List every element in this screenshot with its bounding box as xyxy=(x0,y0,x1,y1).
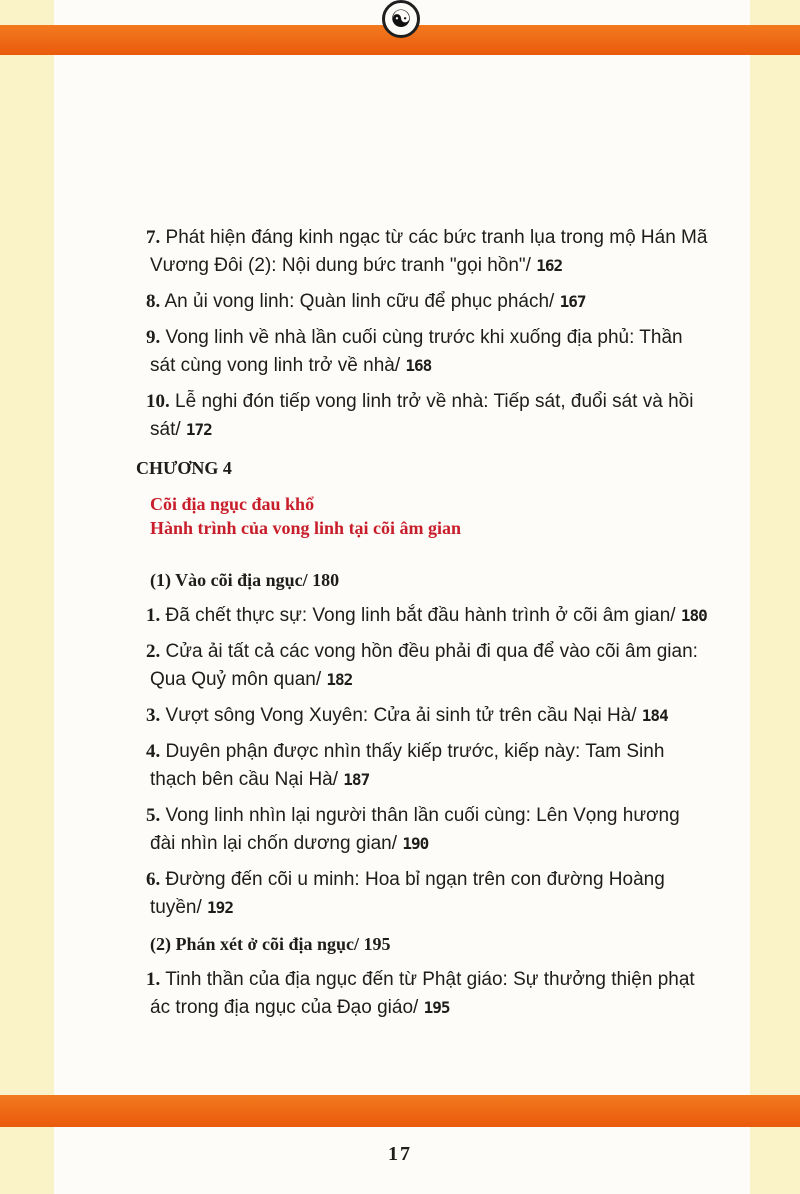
page-number: 17 xyxy=(388,1143,412,1165)
entry-page: 184 xyxy=(641,706,668,725)
entry-text: An ủi vong linh: Quàn linh cữu để phục phách/ xyxy=(164,291,555,312)
entry-number: 5. xyxy=(146,805,161,826)
entry-text: Vong linh về nhà lần cuối cùng trước khi xuống địa phủ: Thần sát cùng vong linh trở về nhà/ xyxy=(150,327,683,376)
entry-number: 2. xyxy=(146,641,161,662)
entry-text: Duyên phận được nhìn thấy kiếp trước, kiếp này: Tam Sinh thạch bên cầu Nại Hà/ xyxy=(150,741,665,790)
section-heading: (1) Vào cõi địa ngục/ 180 xyxy=(150,570,340,590)
entry-page: 187 xyxy=(343,770,370,789)
toc-entry xyxy=(146,702,710,730)
entry-text: Đường đến cõi u minh: Hoa bỉ ngạn trên con đường Hoàng tuyền/ xyxy=(150,869,665,918)
entry-text: Đã chết thực sự: Vong linh bắt đầu hành trình ở cõi âm gian/ xyxy=(165,605,676,626)
entry-text: Lễ nghi đón tiếp vong linh trở về nhà: Tiếp sát, đuổi sát và hồi sát/ xyxy=(150,391,694,440)
toc-section-1 xyxy=(146,566,710,1030)
chapter-title-line-1: Cõi địa ngục đau khổ xyxy=(150,494,315,514)
right-margin-band xyxy=(750,0,800,1194)
toc-entry xyxy=(146,866,710,922)
entry-number: 4. xyxy=(146,741,161,762)
chapter-label: CHƯƠNG 4 xyxy=(136,458,232,478)
bottom-orange-bar xyxy=(0,1095,800,1127)
entry-page: 182 xyxy=(326,670,353,689)
entry-page: 195 xyxy=(423,998,450,1017)
toc-top-block xyxy=(146,224,710,452)
entry-number: 8. xyxy=(146,291,161,312)
chapter-title-line-2: Hành trình của vong linh tại cõi âm gian xyxy=(150,518,462,538)
entry-page: 180 xyxy=(680,606,707,625)
entry-number: 3. xyxy=(146,705,161,726)
toc-entry xyxy=(146,224,710,280)
toc-entry xyxy=(146,288,710,316)
toc-entry xyxy=(146,388,710,444)
toc-entry xyxy=(146,324,710,380)
toc-entry xyxy=(146,738,710,794)
toc-entry xyxy=(146,602,710,630)
entry-number: 7. xyxy=(146,227,161,248)
entry-number: 1. xyxy=(146,969,161,990)
entry-text: Phát hiện đáng kinh ngạc từ các bức tranh lụa trong mộ Hán Mã Vương Đôi (2): Nội dung bức tranh "gọi hồn"/ xyxy=(150,227,708,276)
entry-text: Cửa ải tất cả các vong hồn đều phải đi qua để vào cõi âm gian: Qua Quỷ môn quan/ xyxy=(150,641,698,690)
entry-page: 172 xyxy=(185,420,212,439)
entry-number: 10. xyxy=(146,391,170,412)
left-margin-band xyxy=(0,0,54,1194)
toc-entry xyxy=(146,638,710,694)
entry-text: Vong linh nhìn lại người thân lần cuối cùng: Lên Vọng hương đài nhìn lại chốn dương gian/ xyxy=(150,805,680,854)
entry-page: 167 xyxy=(559,292,586,311)
entry-text: Vượt sông Vong Xuyên: Cửa ải sinh tử trên cầu Nại Hà/ xyxy=(165,705,637,726)
toc-entry xyxy=(146,966,710,1022)
section-heading: (2) Phán xét ở cõi địa ngục/ 195 xyxy=(150,934,391,954)
entry-page: 190 xyxy=(402,834,429,853)
entry-number: 6. xyxy=(146,869,161,890)
chapter-title xyxy=(150,492,461,540)
toc-entry xyxy=(146,802,710,858)
entry-page: 168 xyxy=(405,356,432,375)
entry-number: 9. xyxy=(146,327,161,348)
entry-number: 1. xyxy=(146,605,161,626)
yin-yang-bagua-icon: ☯ xyxy=(382,0,420,38)
entry-page: 162 xyxy=(536,256,563,275)
entry-text: Tinh thần của địa ngục đến từ Phật giáo: Sự thưởng thiện phạt ác trong địa ngục của Đạo giáo/ xyxy=(150,969,695,1018)
entry-page: 192 xyxy=(207,898,233,917)
